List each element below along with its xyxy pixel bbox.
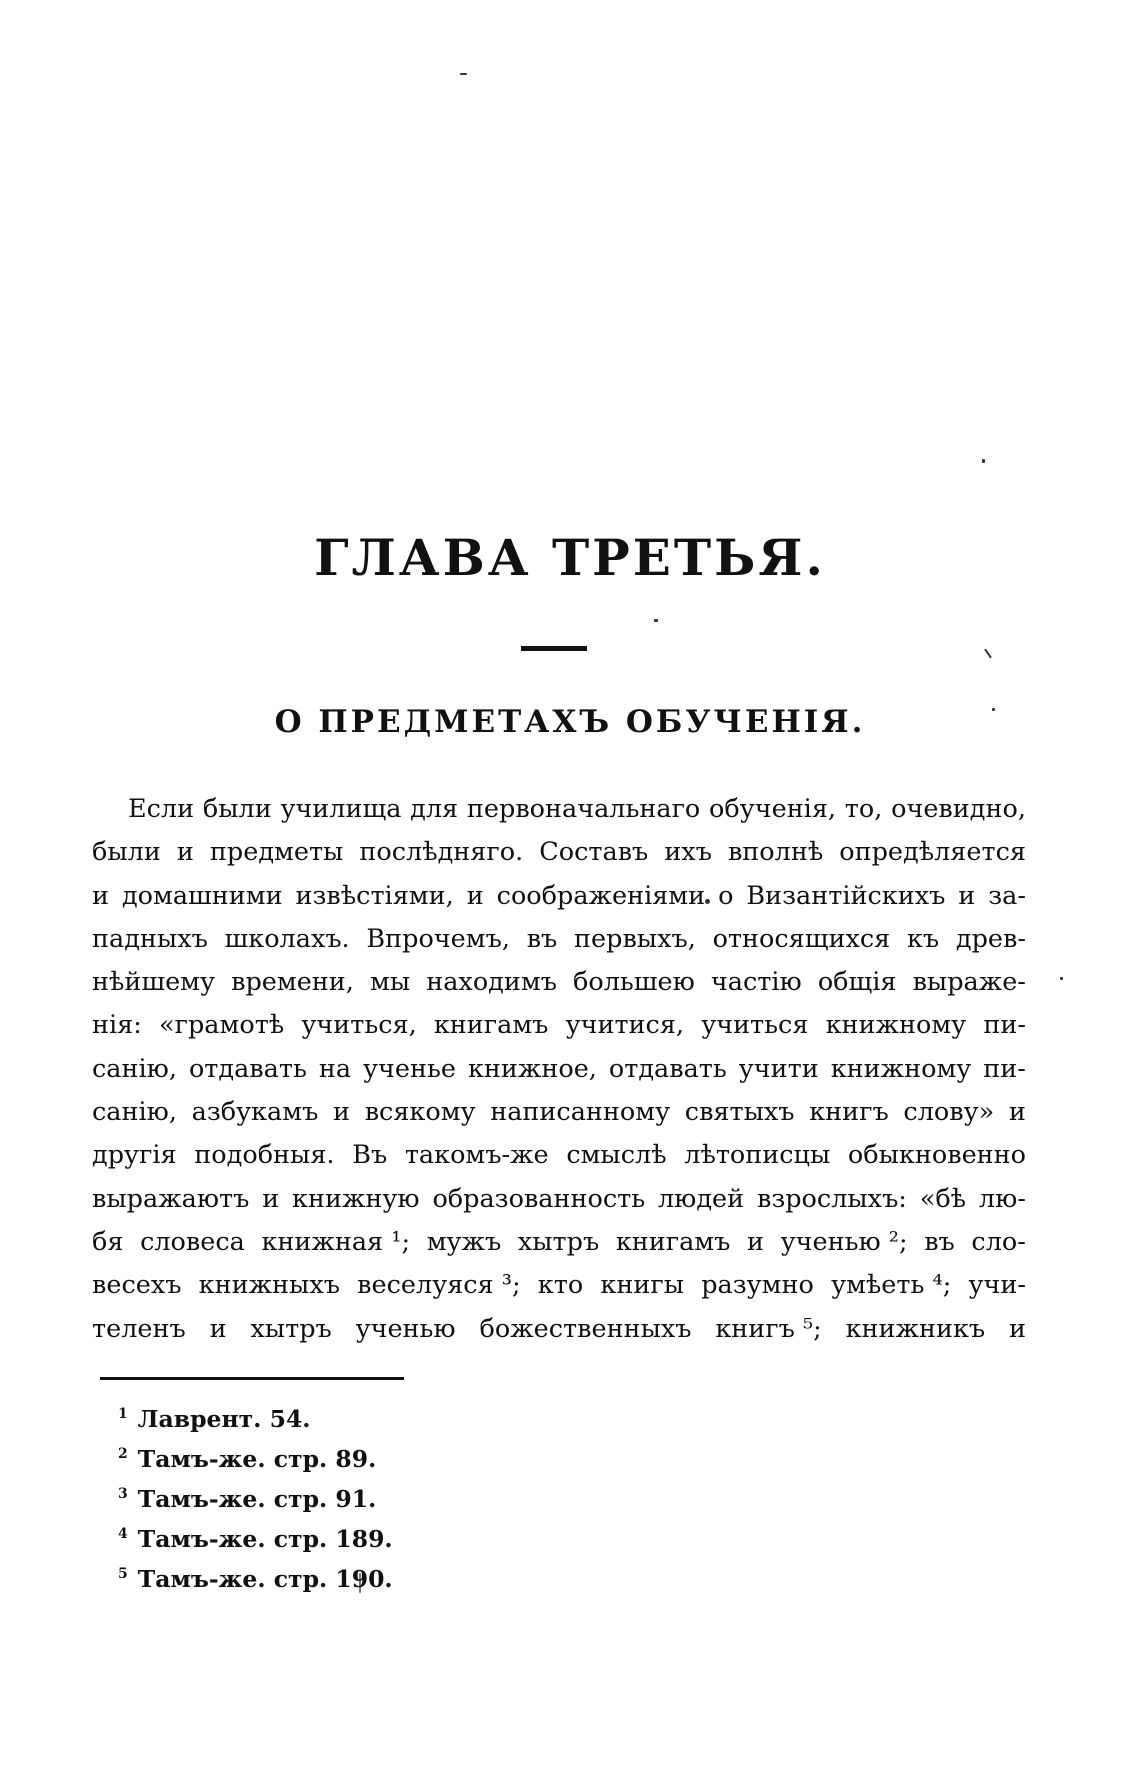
word: азбукамъ — [191, 1097, 319, 1128]
word: находимъ — [426, 967, 557, 998]
word: умѣеть ⁴; — [831, 1270, 952, 1301]
word: книжную — [292, 1183, 420, 1214]
word: книжникъ — [845, 1313, 986, 1344]
word: и — [1008, 1313, 1026, 1344]
word: лю- — [978, 1183, 1026, 1214]
word: подобныя. — [194, 1140, 335, 1171]
title-rule — [521, 646, 587, 651]
word: пи- — [983, 1053, 1026, 1084]
word: и — [176, 837, 194, 868]
word: такомъ-же — [404, 1140, 549, 1171]
word: кто — [537, 1270, 584, 1301]
footnote-rule — [100, 1377, 404, 1380]
word: и — [466, 880, 484, 911]
scan-speck — [460, 73, 467, 75]
word: частію — [710, 967, 802, 998]
word: мужъ — [426, 1226, 502, 1257]
text-line — [92, 788, 1026, 831]
word: взрослыхъ: — [756, 1183, 907, 1214]
word: другія — [92, 1140, 177, 1171]
footnote — [118, 1399, 393, 1439]
footnote-text: Тамъ-же. стр. 89. — [137, 1445, 377, 1473]
footnote-text: Тамъ-же. стр. 91. — [137, 1485, 377, 1513]
word: «грамотѣ — [159, 1010, 285, 1041]
word: учи- — [968, 1270, 1026, 1301]
word: общія — [817, 967, 897, 998]
scan-speck — [984, 648, 992, 658]
text-line — [92, 1004, 1026, 1047]
word: божественныхъ — [479, 1313, 692, 1344]
word: книжныхъ — [198, 1270, 340, 1301]
footnote-text: Тамъ-же. стр. 190. — [137, 1565, 393, 1593]
word: Византійскихъ — [746, 880, 946, 911]
word: книгамъ — [615, 1226, 731, 1257]
word: учитися, — [565, 1010, 685, 1041]
word: ихъ — [664, 837, 712, 868]
word: ученье — [363, 1053, 456, 1084]
word: времени, — [231, 967, 354, 998]
word: были — [92, 837, 161, 868]
footnote — [118, 1559, 393, 1599]
word: обыкновенно — [847, 1140, 1026, 1171]
word: то, — [844, 794, 883, 824]
scan-speck — [654, 619, 658, 622]
word: учити — [738, 1053, 819, 1084]
word: были — [202, 794, 272, 824]
word: Впрочемъ, — [366, 923, 510, 954]
word: книгы — [600, 1270, 685, 1301]
text-line — [92, 1134, 1026, 1177]
word: книгъ — [809, 1097, 889, 1128]
word: и — [747, 1226, 764, 1257]
word: книгамъ — [433, 1010, 549, 1041]
word: отдавать — [188, 1053, 307, 1084]
word: Составъ — [539, 837, 649, 868]
footnote-mark: 1 — [118, 1406, 128, 1423]
footnote — [118, 1439, 393, 1479]
word: сло- — [971, 1226, 1026, 1257]
text-line — [92, 918, 1026, 961]
word: книжному — [825, 1010, 967, 1041]
word: учиться, — [301, 1010, 417, 1041]
word: выражаютъ — [92, 1183, 250, 1214]
word: падныхъ — [92, 923, 208, 954]
text-line — [92, 961, 1026, 1004]
word: ученью ²; — [780, 1226, 908, 1257]
word: домашними — [121, 880, 283, 911]
word: и — [958, 880, 976, 911]
word: святыхъ — [684, 1097, 795, 1128]
word: и — [1008, 1097, 1026, 1128]
word: и — [262, 1183, 280, 1214]
word: всякому — [364, 1097, 476, 1128]
text-line — [92, 1221, 1026, 1264]
word: выраже- — [912, 967, 1026, 998]
footnote-list — [118, 1399, 393, 1599]
section-title: О ПРЕДМЕТАХЪ ОБУЧЕНІЯ. — [274, 704, 866, 740]
footnote-mark: 2 — [118, 1446, 128, 1463]
scan-speck — [1060, 977, 1063, 980]
text-line — [92, 1048, 1026, 1091]
word: мы — [370, 967, 411, 998]
word: извѣстіями, — [295, 880, 454, 911]
word: пи- — [983, 1010, 1026, 1041]
footnote-text: Лаврент. 54. — [137, 1405, 311, 1433]
word: словеса — [140, 1226, 245, 1257]
word: санію, — [92, 1097, 177, 1128]
word: «бѣ — [919, 1183, 967, 1214]
word: книжное, — [467, 1053, 597, 1084]
word: о — [718, 880, 734, 911]
text-line — [92, 1264, 1026, 1307]
text-line — [92, 1178, 1026, 1221]
word: смыслѣ — [566, 1140, 667, 1171]
text-line — [92, 831, 1026, 874]
word: образованность — [432, 1183, 646, 1214]
word: слову» — [903, 1097, 995, 1128]
word: опредѣляется — [839, 837, 1026, 868]
word: книгъ ⁵; — [715, 1313, 822, 1344]
text-line — [92, 1308, 1026, 1351]
word: училища — [280, 794, 402, 824]
word: въ — [924, 1226, 955, 1257]
word: и — [209, 1313, 227, 1344]
word: вполнѣ — [727, 837, 824, 868]
word: и — [333, 1097, 350, 1128]
word: въ — [526, 923, 558, 954]
word: Если — [128, 794, 195, 824]
word: соображеніями — [496, 880, 706, 911]
word: людей — [657, 1183, 745, 1214]
word: бя — [92, 1226, 124, 1257]
word: весехъ — [92, 1270, 182, 1301]
word: школахъ. — [224, 923, 350, 954]
chapter-title: ГЛАВА ТРЕТЬЯ. — [314, 528, 826, 587]
footnote-mark: 3 — [118, 1486, 128, 1503]
word: предметы — [209, 837, 344, 868]
word: теленъ — [92, 1313, 186, 1344]
word: къ — [906, 923, 940, 954]
word: большею — [573, 967, 695, 998]
word: обученія, — [709, 794, 837, 824]
word: первоначальнаго — [466, 794, 701, 824]
word: разумно — [701, 1270, 814, 1301]
word: послѣдняго. — [359, 837, 524, 868]
footnote — [118, 1519, 393, 1559]
text-line — [92, 875, 1026, 918]
word: хытръ — [250, 1313, 332, 1344]
text-line — [92, 1091, 1026, 1134]
word: нѣйшему — [92, 967, 216, 998]
word: относящихся — [712, 923, 891, 954]
scan-speck — [982, 459, 985, 463]
word: за- — [988, 880, 1026, 911]
word: нія: — [92, 1010, 142, 1041]
word: книжная ¹; — [261, 1226, 411, 1257]
word: написанному — [490, 1097, 671, 1128]
word: отдавать — [608, 1053, 727, 1084]
word: веселуяся ³; — [357, 1270, 521, 1301]
paragraph — [92, 788, 1026, 1351]
footnote-text: Тамъ-же. стр. 189. — [137, 1525, 393, 1553]
word: лѣтописцы — [684, 1140, 831, 1171]
word: ученью — [355, 1313, 456, 1344]
word: учиться — [701, 1010, 809, 1041]
word: Въ — [352, 1140, 388, 1171]
footnote-mark: 4 — [118, 1526, 128, 1543]
word: и — [92, 880, 109, 911]
word: очевидно, — [891, 794, 1026, 824]
footnote — [118, 1479, 393, 1519]
footnote-mark: 5 — [118, 1566, 128, 1583]
word: на — [318, 1053, 352, 1084]
word: хытръ — [517, 1226, 600, 1257]
word: для — [410, 794, 459, 824]
word: древ- — [955, 923, 1026, 954]
word: книжному — [830, 1053, 972, 1084]
word: санію, — [92, 1053, 177, 1084]
word: первыхъ, — [574, 923, 696, 954]
